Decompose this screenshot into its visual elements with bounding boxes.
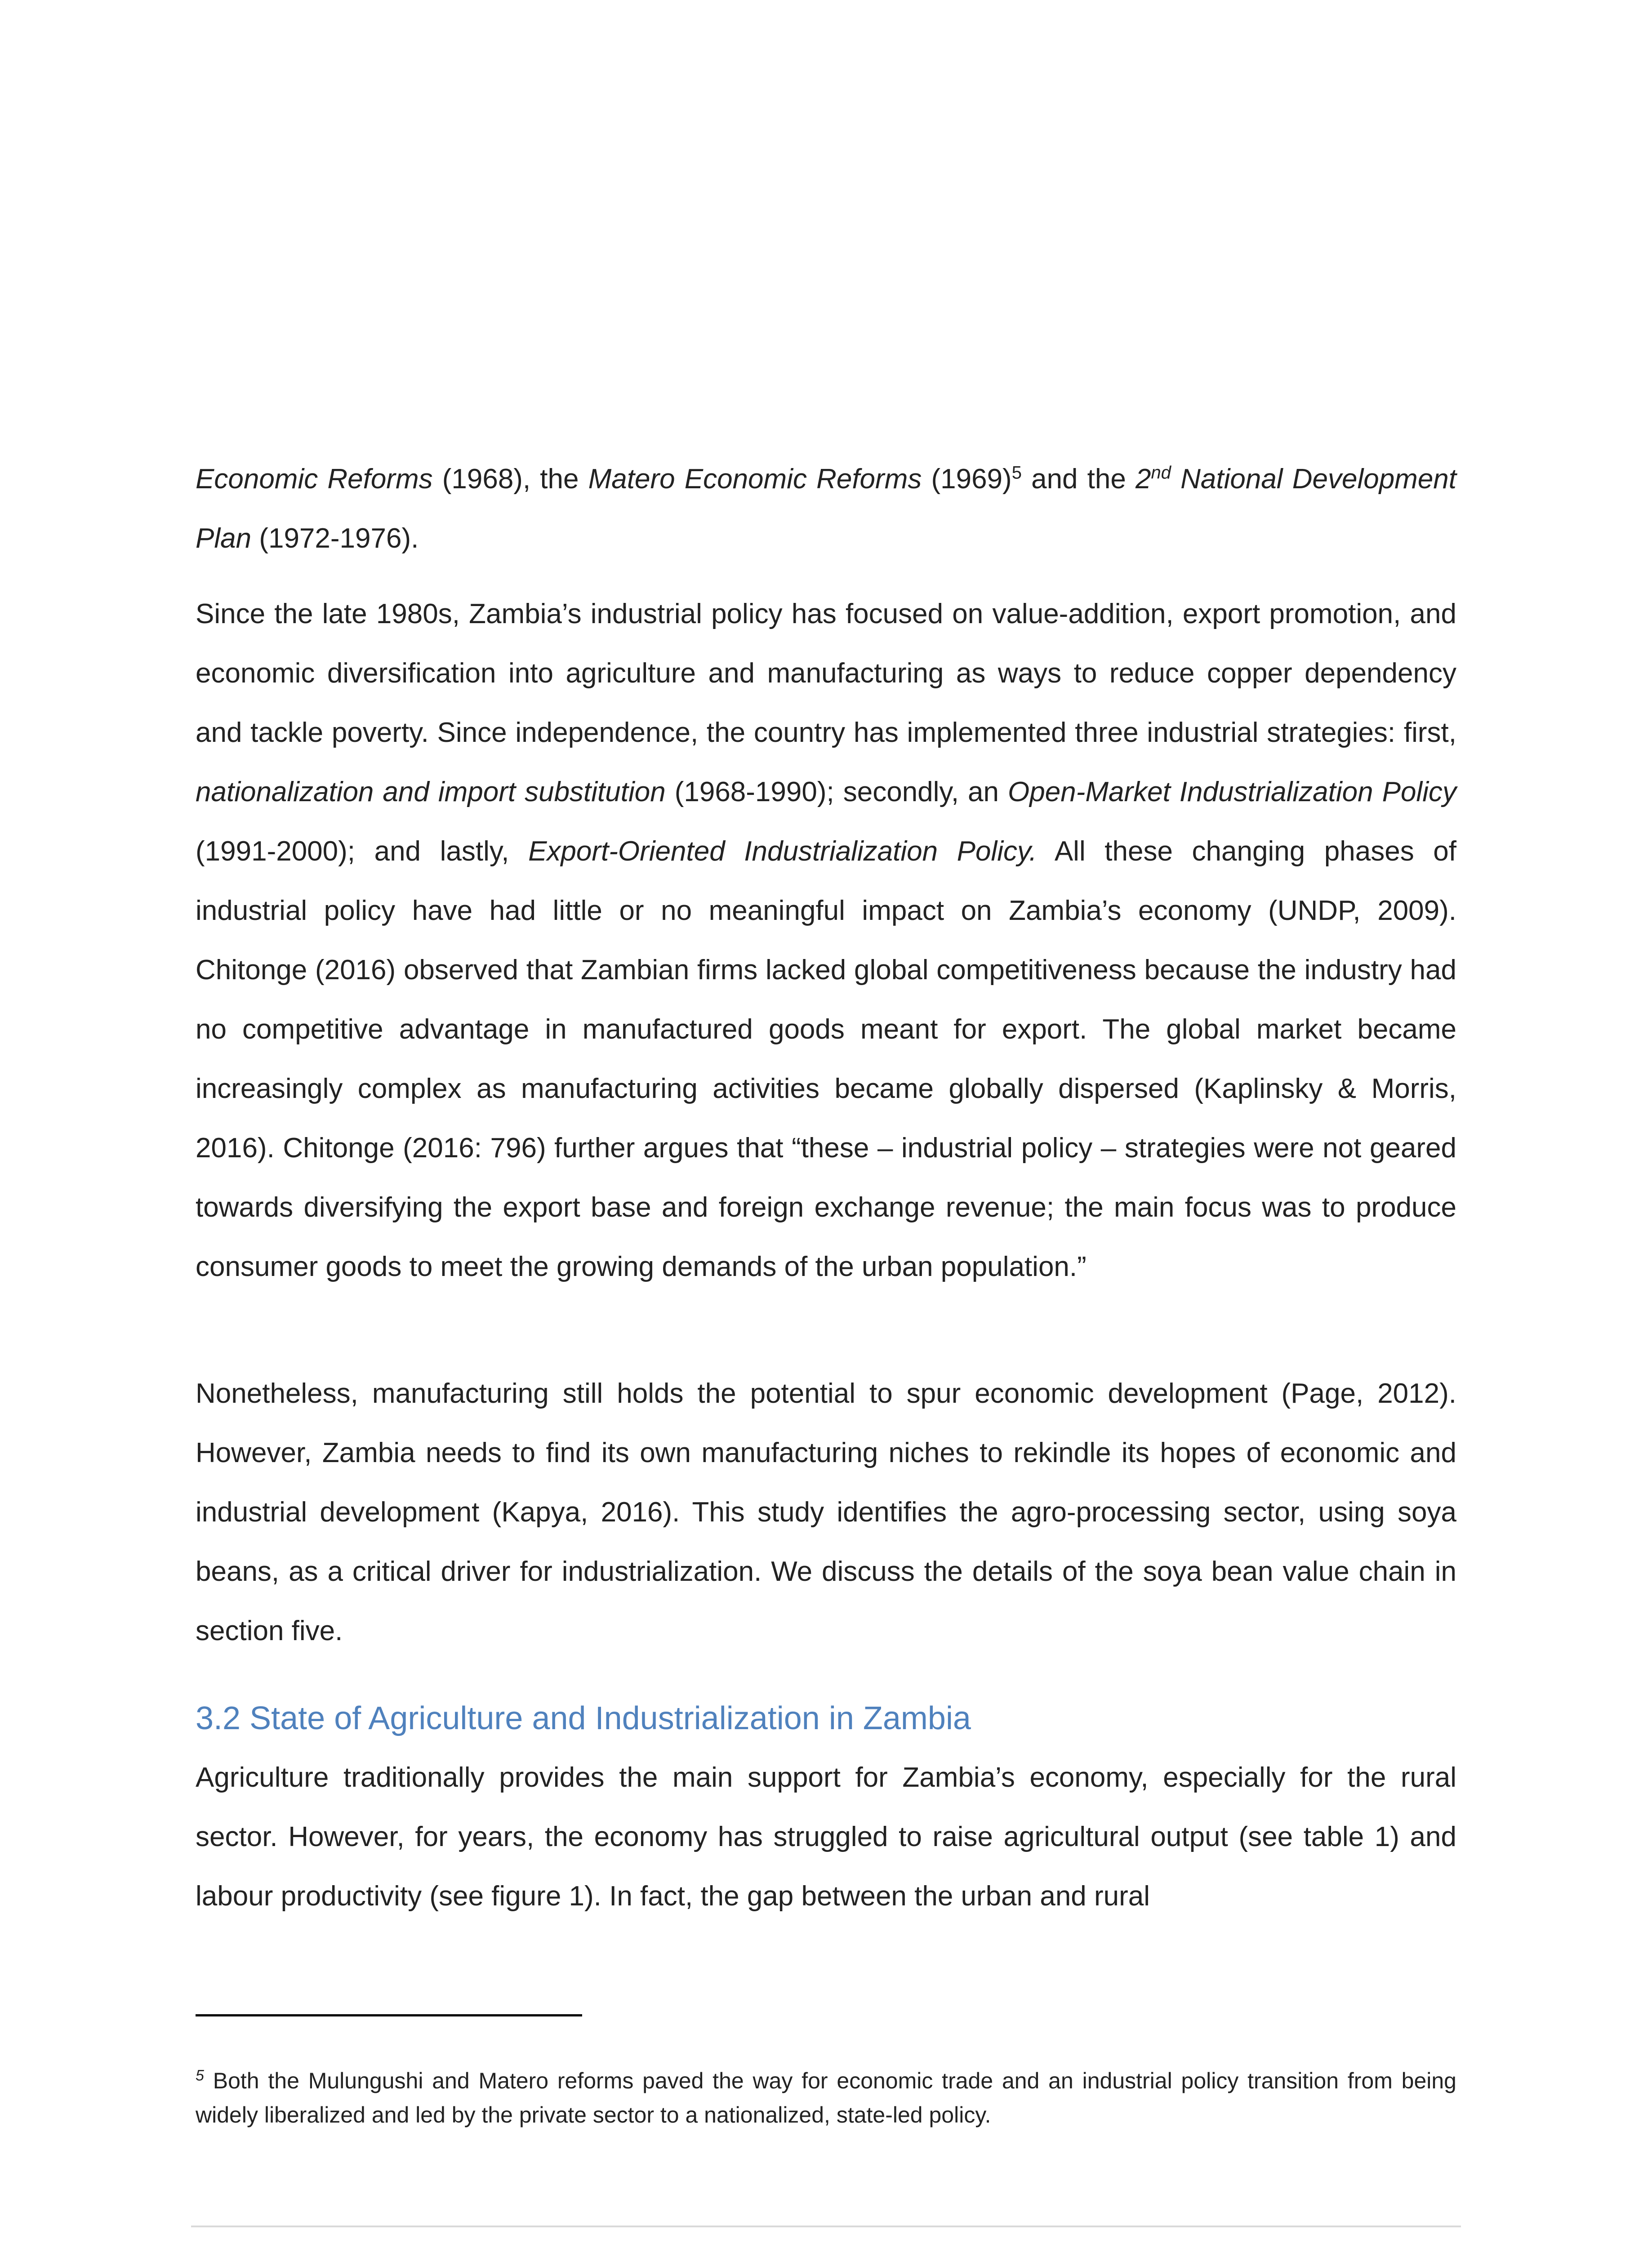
footer-divider xyxy=(191,2226,1461,2227)
footnote xyxy=(196,2064,1456,2132)
paragraph-1: Economic Reforms (1968), the Matero Economic Reforms $(1969)^5$ and the 2nd National Development Plan (1972-1976). xyxy=(196,463,1457,554)
footnote-text: Both the Mulungushi and Matero reforms paved the way for economic trade and an industrial policy transition from being widely liberalized and led by the private sector to a nationalized, state-led policy. xyxy=(196,2068,1456,2128)
footnote-mark: 5 xyxy=(196,2067,204,2084)
section-heading: 3.2 State of Agriculture and Industrialization in Zambia xyxy=(196,1700,971,1736)
body-text xyxy=(196,450,1456,1926)
paragraph-3: Nonetheless, manufacturing still holds the potential to spur economic development (Page, 2012). However, Zambia needs to find its own manufacturing niches to rekindle its hopes of economic and industrial development (Kapya, 2016). This study identifies the agro-processing sector, using soya beans, as a critical driver for industrialization. We discuss the details of the soya bean value chain in section five. xyxy=(196,1378,1456,1646)
paragraph-2: Since the late 1980s, Zambia’s industrial policy has focused on value-addition, export promotion, and economic diversification into agriculture and manufacturing as ways to reduce copper dependency and tackle poverty. Since independence, the country has implemented three industrial strategies: first, nationalization and import substitution (1968-1990); secondly, an Open-Market Industrialization Policy (1991-2000); and lastly, Export-Oriented Industrialization Policy. All these changing phases of industrial policy have had little or no meaningful impact on Zambia’s economy (UNDP, 2009). Chitonge (2016) observed that Zambian firms lacked global competitiveness because the industry had no competitive advantage in manufactured goods meant for export. The global market became increasingly complex as manufacturing activities became globally dispersed (Kaplinsky & Morris, 2016). Chitonge (2016: 796) further argues that “these – industrial policy – strategies were not geared towards diversifying the export base and foreign exchange revenue; the main focus was to produce consumer goods to meet the growing demands of the urban population.” xyxy=(196,598,1456,1282)
footnote-separator xyxy=(196,2014,582,2016)
footnote-reference[interactable]: 5 xyxy=(1011,463,1022,483)
paragraph-4: Agriculture traditionally provides the main support for Zambia’s economy, especially for the rural sector. However, for years, the economy has struggled to raise agricultural output (see table 1) and labour productivity (see figure 1). In fact, the gap between the urban and rural xyxy=(196,1762,1456,1912)
